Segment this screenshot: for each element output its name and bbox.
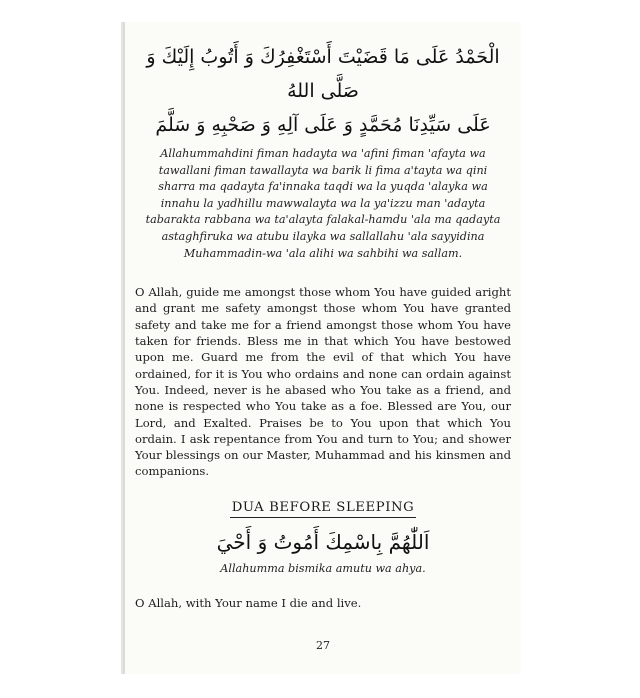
section-heading-text: DUA BEFORE SLEEPING <box>230 500 417 518</box>
sleeping-dua-transliteration: Allahumma bismika amutu wa ahya. <box>220 561 426 575</box>
arabic-dua-line-1: الْحَمْدُ عَلَى مَا قَضَيْتَ أَسْتَغْفِرُكَ وَ أَتُوبُ إِلَيْكَ وَ صَلَّى اللهُ <box>146 46 500 102</box>
transliteration-text: Allahummahdini fiman hadayta wa 'afini fiman 'afayta wa tawallani fiman tawallayta wa barik li fima a'tayta wa qini sharra ma qadayta fa'innaka taqdi wa la yuqda 'alayka wa innahu la yadhillu mawwalayta wa la ya'izzu man 'adayta tabarakta rabbana wa ta'alayta falakal-hamdu 'ala ma qadayta astaghfiruka wa atubu ilayka wa sallallahu 'ala sayyidina Muhammadin-wa 'ala alihi wa sahbihi wa sallam. <box>145 147 501 260</box>
book-page <box>123 22 521 674</box>
page-content <box>133 40 513 612</box>
section-heading <box>133 500 513 515</box>
page-number: 27 <box>316 639 330 652</box>
sleeping-dua-translation: O Allah, with Your name I die and live. <box>135 596 362 611</box>
arabic-sleeping-dua: اَللّٰهُمَّ بِاسْمِكَ أَمُوتُ وَ أَحْيَ <box>216 529 430 554</box>
english-translation: O Allah, guide me amongst those whom You have guided aright and grant me safety amongst those whom You have granted safety and take me for a friend amongst those whom You have taken for friends. Bless me in that which You have bestowed upon me. Guard me from the evil of that which You have ordained, for it is You who ordains and none can ordain against You. Indeed, never is he abased who You take as a friend, and none is respected who You take as a foe. Blessed are You, our Lord, and Exalted. Praises be to You upon that which You ordain. I ask repentance from You and turn to You; and shower Your blessings on our Master, Muhammad and his kinsmen and companions. <box>135 285 511 479</box>
arabic-dua-line-2: عَلَى سَيِّدِنَا مُحَمَّدٍ وَ عَلَى آلِهِ وَ صَحْبِهِ وَ سَلَّمَ <box>155 114 491 136</box>
